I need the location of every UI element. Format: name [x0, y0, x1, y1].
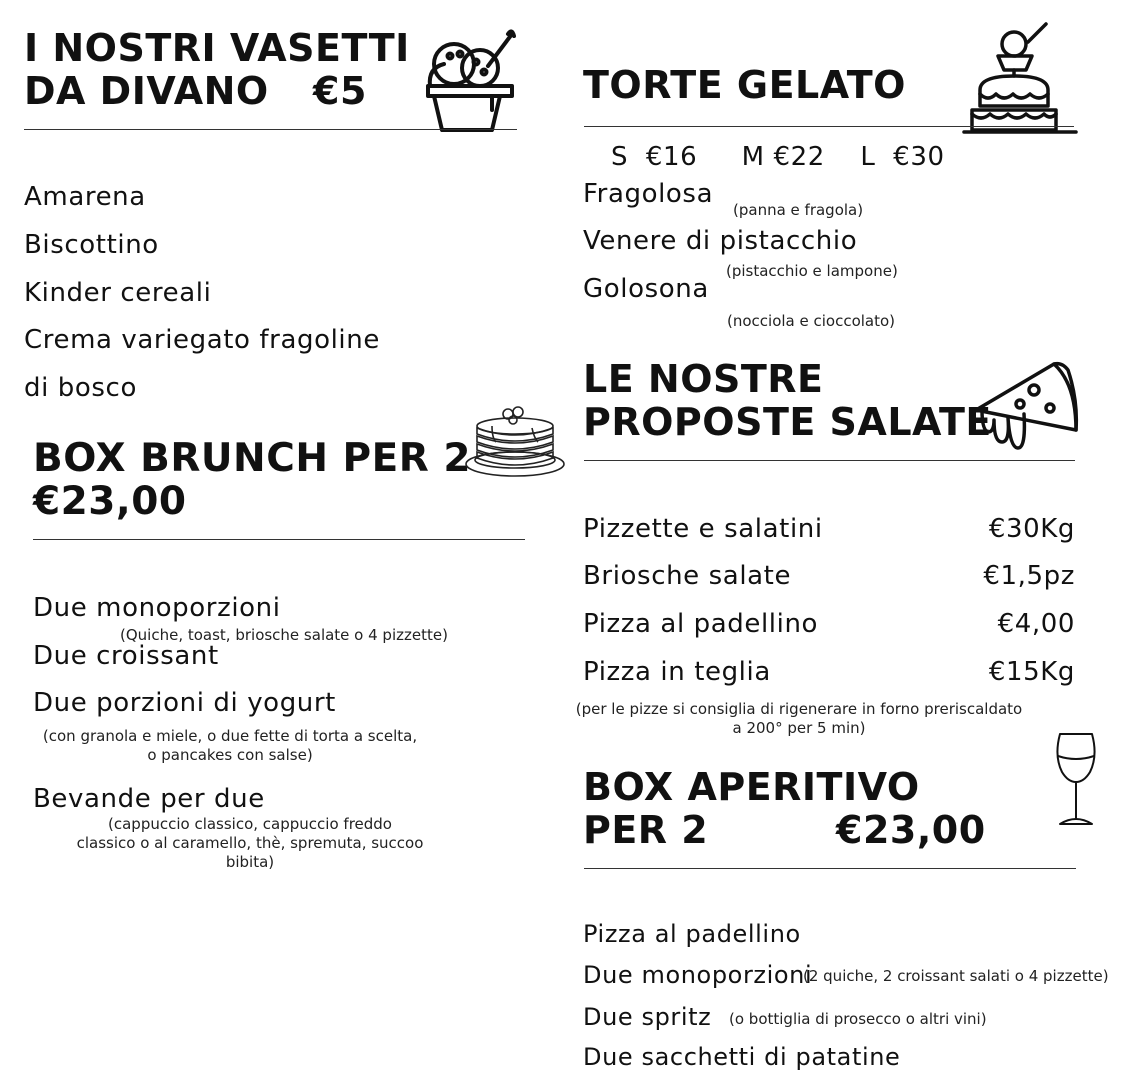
pancakes-icon: [462, 402, 568, 482]
salate-item: Pizza in teglia: [583, 657, 771, 687]
salate-item: Pizzette e salatini: [583, 514, 823, 544]
brunch-price: €23,00: [33, 479, 187, 524]
brunch-item-note: (Quiche, toast, briosche salate o 4 pizzette): [120, 626, 448, 644]
brunch-divider: [33, 539, 525, 540]
salate-title-line1: LE NOSTRE: [583, 357, 824, 401]
vasetti-divider: [24, 129, 517, 130]
aperitivo-divider: [584, 868, 1076, 869]
salate-item: Briosche salate: [583, 561, 792, 591]
ice-cream-cake-icon: [962, 20, 1080, 136]
aperitivo-item: Pizza al padellino: [583, 920, 801, 948]
aperitivo-title-line1: BOX APERITIVO: [583, 765, 920, 809]
torte-item: Venere di pistacchio: [583, 226, 858, 256]
vasetti-title-line1: I NOSTRI VASETTI: [24, 26, 410, 70]
salate-note: [564, 700, 1034, 738]
torte-divider: [584, 126, 1074, 127]
brunch-title: BOX BRUNCH PER 2: [33, 436, 472, 481]
salate-divider: [584, 460, 1075, 461]
note-line: (con granola e miele, o due fette di torta a scelta,: [42, 727, 418, 745]
salate-item-price: €30Kg: [988, 514, 1075, 544]
aperitivo-item: Due sacchetti di patatine: [583, 1043, 901, 1071]
aperitivo-item: Due spritz: [583, 1003, 712, 1031]
note-line: a 200° per 5 min): [732, 718, 866, 737]
torte-item-note: (panna e fragola): [733, 201, 864, 219]
vasetti-item: Kinder cereali: [24, 278, 212, 308]
ice-cream-cup-icon: [420, 24, 520, 134]
wine-glass-icon: [1052, 730, 1100, 830]
aperitivo-item-note: (o bottiglia di prosecco o altri vini): [729, 1010, 987, 1028]
note-line: (per le pizze si consiglia di rigenerare in forno preriscaldato: [575, 700, 1023, 718]
vasetti-title-line2: DA DIVANO: [24, 69, 269, 113]
salate-item-price: €4,00: [997, 609, 1075, 639]
vasetti-item: Biscottino: [24, 230, 159, 260]
brunch-item: Due monoporzioni: [33, 593, 281, 623]
note-line: o pancakes con salse): [147, 745, 313, 764]
note-line: bibita): [225, 852, 275, 871]
torte-item: Fragolosa: [583, 179, 714, 209]
note-line: classico o al caramello, thè, spremuta, succoo: [76, 833, 424, 852]
vasetti-item: Crema variegato fragoline: [24, 325, 380, 355]
torte-title: TORTE GELATO: [583, 63, 906, 107]
note-line: (cappuccio classico, cappuccio freddo: [108, 815, 392, 833]
salate-item-price: €15Kg: [988, 657, 1075, 687]
vasetti-price: €5: [313, 69, 367, 113]
brunch-item-note: [60, 815, 440, 871]
torte-item-note: (pistacchio e lampone): [726, 262, 898, 280]
brunch-item: Bevande per due: [33, 784, 265, 814]
aperitivo-item-note: (2 quiche, 2 croissant salati o 4 pizzette): [803, 967, 1109, 985]
vasetti-item: Amarena: [24, 182, 146, 212]
aperitivo-price: €23,00: [836, 808, 986, 852]
salate-title-line2: PROPOSTE SALATE: [583, 400, 992, 444]
aperitivo-item: Due monoporzioni: [583, 961, 813, 989]
vasetti-item: di bosco: [24, 373, 137, 403]
torte-item: Golosona: [583, 274, 709, 304]
pizza-slice-icon: [972, 360, 1080, 458]
torte-item-note: (nocciola e cioccolato): [727, 312, 896, 330]
torte-sizes: S €16 M €22 L €30: [611, 142, 945, 172]
aperitivo-title-line2: PER 2: [583, 808, 709, 852]
brunch-item-note: [30, 727, 430, 765]
brunch-item: Due croissant: [33, 641, 219, 671]
salate-item-price: €1,5pz: [983, 561, 1075, 591]
salate-item: Pizza al padellino: [583, 609, 819, 639]
brunch-item: Due porzioni di yogurt: [33, 688, 336, 718]
